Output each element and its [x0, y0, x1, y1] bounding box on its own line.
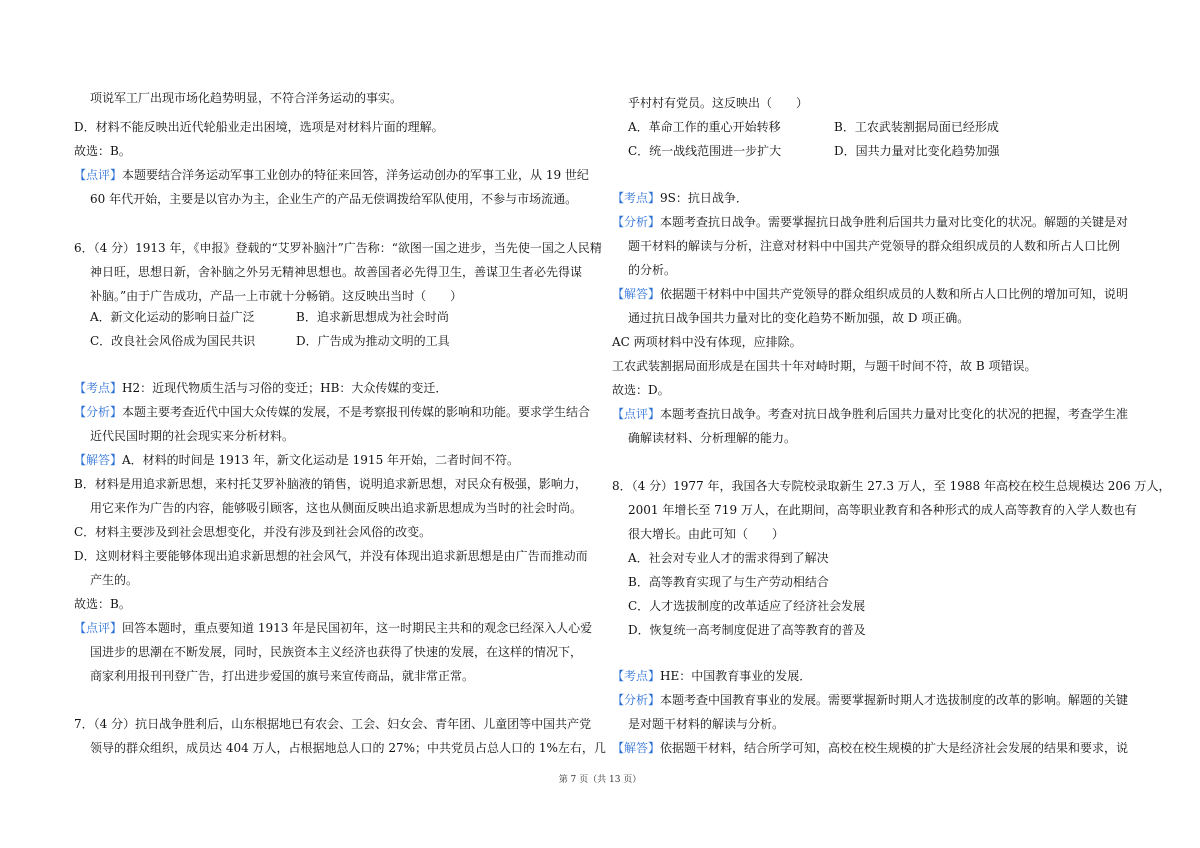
question-7: 7．（4 分）抗日战争胜利后，山东根据地已有农会、工会、妇女会、青年团、儿童团等中国共产党 — [74, 717, 592, 731]
option-d: D．国共力量对比变化趋势加强 — [834, 144, 1000, 158]
answer-tag: 【解答】 — [612, 741, 661, 755]
text-line: 很大增长。由此可知（ ） — [628, 527, 785, 541]
point-line — [74, 380, 447, 396]
analysis-line — [612, 692, 1128, 708]
question-6: 6．（4 分）1913 年，《申报》登载的“艾罗补脑汁”广告称：“欲图一国之进步，当先使一国之人民精 — [74, 241, 602, 255]
option-c: C．改良社会风俗成为国民共识 — [90, 334, 256, 348]
text: 依据题干材料，结合所学可知，高校在校生规模的扩大是经济社会发展的结果和要求，说 — [660, 741, 1129, 755]
answer-tag: 【解答】 — [74, 453, 123, 467]
option-b: B．高等教育实现了与生产劳动相结合 — [628, 575, 829, 589]
text-line: 工农武装割据局面形成是在国共十年对峙时期，与题干时间不符，故 B 项错误。 — [612, 359, 1037, 373]
text-line: 乎村村有党员。这反映出（ ） — [628, 96, 809, 110]
option-a: A．新文化运动的影响日益广泛 — [90, 310, 255, 324]
analysis-tag: 【分析】 — [74, 405, 123, 419]
text-line: D．这则材料主要能够体现出追求新思想的社会风气，并没有体现出追求新思想是由广告而推动而 — [74, 549, 588, 563]
text-line: 商家利用报刊刊登广告，打出进步爱国的旗号来宣传商品，就非常正常。 — [90, 669, 475, 683]
text-line: 确解读材料、分析理解的能力。 — [628, 431, 797, 445]
review-tag: 【点评】 — [74, 168, 123, 182]
text: A．材料的时间是 1913 年，新文化运动是 1915 年开始，二者时间不符。 — [122, 453, 520, 467]
text: 本题考查中国教育事业的发展。需要掌握新时期人才选拔制度的改革的影响。解题的关键 — [660, 693, 1129, 707]
option-c: C．统一战线范围进一步扩大 — [628, 144, 782, 158]
analysis-line — [74, 404, 590, 420]
option-b: B．工农武装割据局面已经形成 — [834, 120, 999, 134]
text-line: 题干材料的解读与分析，注意对材料中中国共产党领导的群众组织成员的人数和所占人口比例 — [628, 239, 1121, 253]
text: 依据题干材料中中国共产党领导的群众组织成员的人数和所占人口比例的增加可知，说明 — [660, 287, 1129, 301]
review-line — [74, 167, 589, 183]
point-tag: 【考点】 — [74, 381, 123, 395]
review-tag: 【点评】 — [612, 407, 661, 421]
point-line — [612, 668, 811, 684]
text-line: 国进步的思潮在不断发展，同时，民族资本主义经济也获得了快速的发展，在这样的情况下， — [90, 645, 583, 659]
text-line: 领导的群众组织，成员达 404 万人，占根据地总人口的 27%；中共党员占总人口的 1%左右，几 — [90, 741, 606, 755]
page-footer: 第 7 页（共 13 页） — [558, 775, 642, 785]
text-line: C．材料主要涉及到社会思想变化，并没有涉及到社会风俗的改变。 — [74, 525, 432, 539]
answer-tag: 【解答】 — [612, 287, 661, 301]
text-line: 60 年代开始，主要是以官办为主，企业生产的产品无偿调拨给军队使用，不参与市场流通。 — [90, 192, 578, 206]
text: 本题考查抗日战争。考查对抗日战争胜利后国共力量对比变化的状况的把握，考查学生准 — [660, 407, 1129, 421]
text: 本题考查抗日战争。需要掌握抗日战争胜利后国共力量对比变化的状况。解题的关键是对 — [660, 215, 1129, 229]
text-line: 补脑。”由于广告成功，产品一上市就十分畅销。这反映出当时（ ） — [90, 289, 463, 303]
option-d: D．广告成为推动文明的工具 — [296, 334, 450, 348]
text-line: 2001 年增长至 719 万人，在此期间，高等职业教育和各种形式的成人高等教育的入学人数也有 — [628, 503, 1137, 517]
text-line: 是对题干材料的解读与分析。 — [628, 717, 785, 731]
text: 回答本题时，重点要知道 1913 年是民国初年，这一时期民主共和的观念已经深入人心爱 — [122, 621, 593, 635]
analysis-line — [612, 214, 1128, 230]
review-tag: 【点评】 — [74, 621, 123, 635]
option-b: B．追求新思想成为社会时尚 — [296, 310, 449, 324]
text: 本题主要考查近代中国大众传媒的发展，不是考察报刊传媒的影响和功能。要求学生结合 — [122, 405, 591, 419]
point-line — [612, 190, 748, 206]
question-8: 8．（4 分）1977 年，我国各大专院校录取新生 27.3 万人，至 1988 年高校在校生总规模达 206 万人， — [612, 479, 1171, 493]
option-a: A．社会对专业人才的需求得到了解决 — [628, 551, 829, 565]
review-line — [74, 620, 592, 636]
text: 9S：抗日战争． — [660, 191, 748, 205]
text: HE：中国教育事业的发展． — [660, 669, 812, 683]
point-tag: 【考点】 — [612, 191, 661, 205]
answer-line — [74, 452, 519, 468]
text-line: 近代民国时期的社会现实来分析材料。 — [90, 429, 295, 443]
text-line: 项说军工厂出现市场化趋势明显，不符合洋务运动的事实。 — [90, 91, 403, 105]
analysis-tag: 【分析】 — [612, 693, 661, 707]
text-line: 通过抗日战争国共力量对比的变化趋势不断加强，故 D 项正确。 — [628, 311, 970, 325]
text-line: 用它来作为广告的内容，能够吸引顾客，这也从侧面反映出追求新思想成为当时的社会时尚。 — [90, 501, 583, 515]
text-line: 故选：B。 — [74, 144, 131, 158]
text-line: 故选：D。 — [612, 383, 670, 397]
analysis-tag: 【分析】 — [612, 215, 661, 229]
point-tag: 【考点】 — [612, 669, 661, 683]
answer-line — [612, 740, 1128, 756]
answer-line — [612, 286, 1128, 302]
review-line — [612, 406, 1128, 422]
text-line: 故选：B。 — [74, 597, 131, 611]
text-line: B．材料是用追求新思想，来村托艾罗补脑液的销售，说明追求新思想，对民众有极强，影响力， — [74, 477, 587, 491]
text: H2：近现代物质生活与习俗的变迁；HB：大众传媒的变迁． — [122, 381, 448, 395]
text: 本题要结合洋务运动军事工业创办的特征来回答，洋务运动创办的军事工业，从 19 世纪 — [122, 168, 589, 182]
text-line: 神日旺，思想日新，舍补脑之外另无精神思想也。故善国者必先得卫生，善谋卫生者必先得谋 — [90, 265, 583, 279]
option-d: D．恢复统一高考制度促进了高等教育的普及 — [628, 623, 866, 637]
text-line: D．材料不能反映出近代轮船业走出困境，选项是对材料片面的理解。 — [74, 120, 444, 134]
text-line: 产生的。 — [90, 573, 139, 587]
text-line: 的分析。 — [628, 263, 677, 277]
option-a: A．革命工作的重心开始转移 — [628, 120, 781, 134]
text-line: AC 两项材料中没有体现，应排除。 — [612, 335, 802, 349]
option-c: C．人才选拔制度的改革适应了经济社会发展 — [628, 599, 866, 613]
